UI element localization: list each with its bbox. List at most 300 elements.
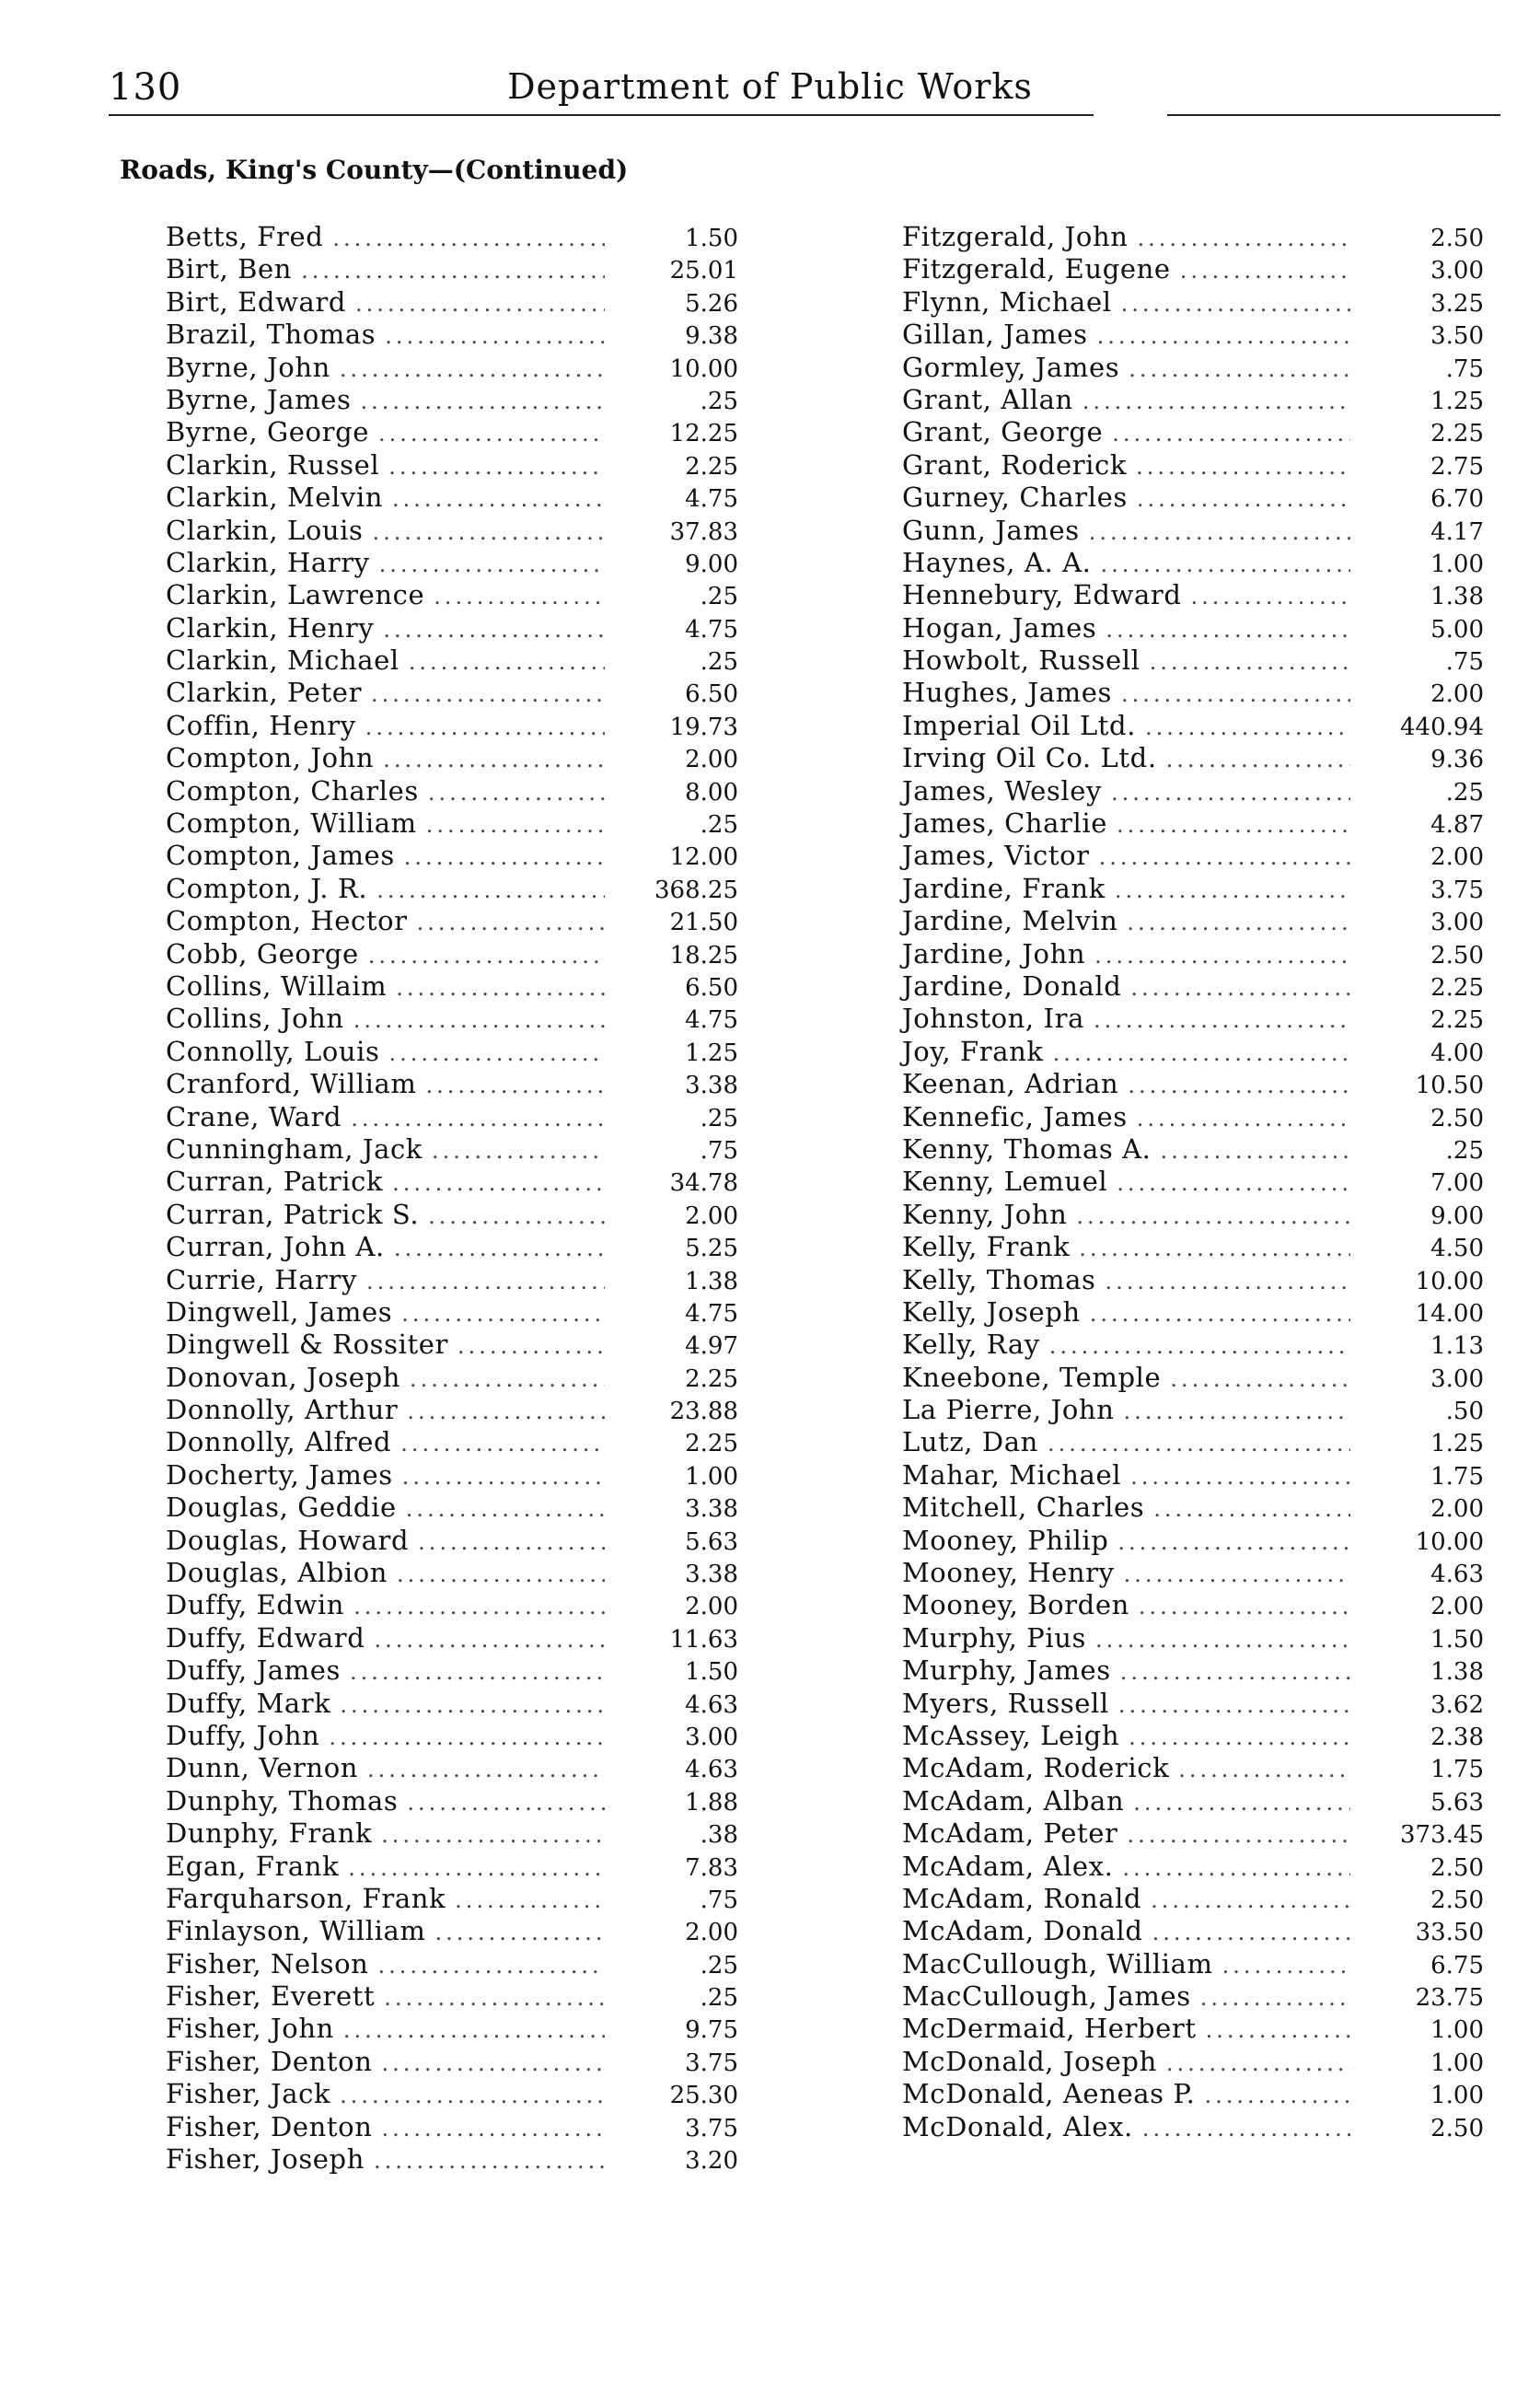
payment-amount: 4.75: [685, 615, 738, 644]
payment-amount: 2.50: [1430, 1104, 1484, 1132]
payment-amount: 23.88: [669, 1398, 738, 1426]
ledger-entry: [166, 938, 738, 970]
payee-name: Jardine, John: [902, 937, 1086, 969]
ledger-entry: [166, 2078, 738, 2110]
dot-leader: [1170, 1366, 1350, 1392]
payee-name: Byrne, George: [166, 416, 370, 448]
payment-amount: .25: [700, 1951, 738, 1979]
payment-amount: 440.94: [1400, 713, 1484, 741]
dot-leader: [407, 1790, 605, 1816]
ledger-entry: [902, 1589, 1484, 1621]
ledger-entry: [166, 1948, 738, 1980]
ledger-entry: [902, 2046, 1484, 2078]
dot-leader: [385, 323, 605, 349]
payee-name: Clarkin, Lawrence: [166, 579, 425, 611]
payment-amount: 9.00: [1430, 1202, 1484, 1230]
payment-amount: 25.01: [669, 257, 738, 285]
payment-amount: 9.36: [1430, 746, 1484, 774]
payee-name: James, Victor: [902, 840, 1090, 872]
dot-leader: [1106, 1269, 1350, 1294]
payee-name: Fisher, Denton: [166, 2110, 373, 2142]
payee-name: Compton, James: [166, 840, 395, 872]
payment-amount: 2.00: [1430, 1495, 1484, 1524]
dot-leader: [332, 226, 605, 251]
dot-leader: [376, 877, 605, 903]
dot-leader: [368, 943, 605, 969]
dot-leader: [434, 1920, 605, 1945]
ledger-entry: [902, 677, 1484, 709]
payee-name: McDonald, Alex.: [902, 2110, 1133, 2142]
payee-name: Murphy, James: [902, 1654, 1111, 1687]
dot-leader: [301, 258, 605, 284]
dot-leader: [425, 1073, 605, 1098]
left-column: [166, 221, 738, 2176]
payee-name: Kenny, John: [902, 1198, 1068, 1230]
payee-name: McDonald, Aeneas P.: [902, 2078, 1196, 2110]
payment-amount: 2.50: [1430, 1886, 1484, 1914]
dot-leader: [455, 1887, 605, 1913]
ledger-entry: [166, 1133, 738, 1166]
payment-amount: 33.50: [1415, 1919, 1484, 1947]
ledger-entry: [166, 2046, 738, 2078]
ledger-entry: [902, 1851, 1484, 1883]
dot-leader: [374, 1627, 605, 1653]
payment-amount: .25: [700, 1104, 738, 1132]
ledger-entry: [902, 742, 1484, 774]
dot-leader: [394, 1236, 605, 1261]
payment-amount: 10.00: [669, 354, 738, 383]
payment-amount: 3.62: [1430, 1690, 1484, 1719]
dot-leader: [1049, 1333, 1350, 1359]
payee-name: Jardine, Melvin: [902, 905, 1118, 937]
dot-leader: [1122, 1855, 1350, 1881]
ledger-entry: [166, 1752, 738, 1784]
ledger-entry: [166, 416, 738, 448]
payment-amount: 368.25: [654, 876, 738, 904]
dot-leader: [329, 1724, 605, 1750]
payee-name: Kennefic, James: [902, 1100, 1128, 1132]
payee-name: McAdam, Ronald: [902, 1882, 1142, 1914]
page-number: 130: [109, 66, 182, 109]
ledger-entry: [166, 742, 738, 774]
ledger-entry: [166, 384, 738, 416]
payee-name: James, Charlie: [902, 807, 1108, 840]
dot-leader: [1133, 1790, 1350, 1816]
header-rule-right: [1167, 114, 1500, 116]
payee-name: Clarkin, Louis: [166, 514, 364, 546]
payment-amount: 1.88: [685, 1788, 738, 1817]
payee-name: Docherty, James: [166, 1458, 393, 1491]
payee-name: Grant, Roderick: [902, 448, 1128, 481]
payment-amount: .75: [700, 1136, 738, 1165]
dot-leader: [366, 1269, 605, 1294]
payment-amount: 2.00: [685, 1593, 738, 1621]
payee-name: Byrne, John: [166, 351, 330, 383]
payment-amount: 14.00: [1415, 1299, 1484, 1328]
dot-leader: [404, 844, 605, 870]
payee-name: Curran, Patrick: [166, 1166, 384, 1198]
payment-amount: 3.38: [685, 1495, 738, 1524]
dot-leader: [1138, 226, 1350, 251]
payee-name: Mooney, Henry: [902, 1557, 1115, 1589]
payment-amount: 1.38: [1430, 1658, 1484, 1687]
ledger-entry: [902, 1426, 1484, 1458]
payment-amount: .38: [700, 1821, 738, 1850]
dot-leader: [374, 2148, 605, 2174]
dot-leader: [406, 1496, 605, 1522]
dot-leader: [1121, 681, 1350, 707]
dot-leader: [382, 2050, 605, 2076]
payment-amount: 3.00: [1430, 1364, 1484, 1393]
payment-amount: 2.50: [1430, 225, 1484, 252]
payment-amount: 12.00: [669, 843, 738, 872]
payee-name: Hennebury, Edward: [902, 579, 1182, 611]
payment-amount: .25: [1445, 778, 1484, 807]
payment-amount: 5.00: [1430, 615, 1484, 644]
dot-leader: [1151, 1887, 1350, 1913]
ledger-entry: [166, 319, 738, 351]
payee-name: Gunn, James: [902, 514, 1080, 546]
payee-name: Mahar, Michael: [902, 1458, 1122, 1491]
ledger-entry: [902, 2013, 1484, 2045]
payee-name: Betts, Fred: [166, 221, 324, 252]
payment-amount: 10.00: [1415, 1527, 1484, 1556]
ledger-entry: [902, 612, 1484, 644]
dot-leader: [407, 1399, 605, 1424]
payment-amount: 4.97: [685, 1332, 738, 1361]
dot-leader: [381, 1822, 605, 1848]
payment-amount: 3.38: [685, 1072, 738, 1100]
ledger-entry: [166, 1785, 738, 1817]
payment-amount: 34.78: [669, 1169, 738, 1198]
dot-leader: [389, 1040, 605, 1066]
payment-amount: 7.00: [1430, 1169, 1484, 1198]
dot-leader: [1222, 1953, 1350, 1979]
payee-name: Grant, Allan: [902, 383, 1073, 415]
ledger-entry: [902, 1036, 1484, 1068]
ledger-entry: [902, 352, 1484, 384]
payee-name: Hughes, James: [902, 677, 1112, 709]
right-column: [902, 221, 1484, 2143]
payee-name: Douglas, Albion: [166, 1557, 388, 1589]
ledger-entry: [166, 1817, 738, 1850]
ledger-entry: [166, 1036, 738, 1068]
dot-leader: [1200, 1985, 1350, 2011]
dot-leader: [409, 649, 605, 675]
dot-leader: [1083, 389, 1350, 414]
payee-name: Brazil, Thomas: [166, 319, 376, 351]
payment-amount: 7.83: [685, 1853, 738, 1882]
payment-amount: 1.75: [1430, 1756, 1484, 1784]
ledger-entry: [902, 1296, 1484, 1329]
dot-leader: [402, 1464, 605, 1490]
payee-name: Flynn, Michael: [902, 285, 1112, 318]
ledger-entry: [902, 1068, 1484, 1100]
ledger-entry: [902, 938, 1484, 970]
payee-name: Lutz, Dan: [902, 1426, 1038, 1458]
payment-amount: 2.00: [1430, 843, 1484, 872]
payee-name: Kelly, Frank: [902, 1231, 1071, 1263]
dot-leader: [426, 812, 605, 838]
ledger-entry: [902, 1101, 1484, 1133]
dot-leader: [1094, 943, 1350, 969]
dot-leader: [343, 2017, 605, 2043]
payment-amount: 1.50: [685, 225, 738, 252]
section-title: Roads, King's County—(Continued): [120, 155, 629, 185]
payment-amount: 2.00: [685, 1202, 738, 1230]
ledger-entry: [902, 1557, 1484, 1589]
payment-amount: 2.25: [1430, 420, 1484, 448]
payee-name: Coffin, Henry: [166, 709, 356, 741]
payee-name: Irving Oil Co. Ltd.: [902, 742, 1157, 774]
payee-name: Compton, John: [166, 742, 375, 774]
dot-leader: [428, 780, 605, 806]
payee-name: Kneebone, Temple: [902, 1361, 1162, 1393]
dot-leader: [1089, 519, 1350, 545]
payee-name: Donovan, Joseph: [166, 1361, 401, 1393]
dot-leader: [365, 714, 605, 740]
payment-amount: 3.38: [685, 1561, 738, 1589]
payment-amount: 2.25: [685, 1364, 738, 1393]
payee-name: Cunningham, Jack: [166, 1132, 423, 1165]
payee-name: Fisher, Nelson: [166, 1947, 369, 1979]
payee-name: Kenny, Thomas A.: [902, 1132, 1152, 1165]
dot-leader: [367, 1757, 605, 1782]
payment-amount: 2.50: [1430, 941, 1484, 969]
payee-name: James, Wesley: [902, 774, 1103, 807]
payment-amount: 1.38: [685, 1267, 738, 1295]
dot-leader: [432, 1138, 605, 1164]
payment-amount: 3.00: [1430, 909, 1484, 937]
payee-name: Dunphy, Thomas: [166, 1784, 399, 1817]
ledger-entry: [166, 1589, 738, 1621]
payment-amount: 19.73: [669, 713, 738, 741]
payment-amount: .25: [700, 648, 738, 677]
dot-leader: [1094, 1007, 1350, 1033]
payment-amount: 3.75: [685, 2114, 738, 2142]
running-title: Department of Public Works: [507, 66, 1033, 107]
ledger-entry: [166, 1101, 738, 1133]
payment-amount: 10.50: [1415, 1072, 1484, 1100]
dot-leader: [1120, 1659, 1350, 1685]
payment-amount: 2.50: [1430, 2114, 1484, 2142]
dot-leader: [1145, 714, 1350, 740]
payee-name: Mooney, Philip: [902, 1524, 1109, 1556]
dot-leader: [350, 1659, 605, 1685]
dot-leader: [1166, 2050, 1350, 2076]
payment-amount: 4.87: [1430, 811, 1484, 840]
payment-amount: 9.00: [685, 550, 738, 578]
payment-amount: 5.63: [685, 1527, 738, 1556]
dot-leader: [373, 519, 605, 545]
payment-amount: 9.75: [685, 2016, 738, 2045]
dot-leader: [1079, 1236, 1350, 1261]
ledger-entry: [902, 1980, 1484, 2013]
ledger-entry: [902, 840, 1484, 872]
payee-name: Cobb, George: [166, 937, 359, 969]
dot-leader: [1112, 421, 1350, 447]
dot-leader: [400, 1431, 605, 1457]
ledger-entry: [902, 970, 1484, 1003]
ledger-entry: [902, 1688, 1484, 1720]
dot-leader: [1178, 1757, 1350, 1782]
ledger-entry: [166, 579, 738, 611]
payee-name: Duffy, Mark: [166, 1687, 331, 1719]
payee-name: Collins, John: [166, 1003, 344, 1035]
ledger-entry: [902, 253, 1484, 285]
ledger-entry: [902, 449, 1484, 482]
payment-amount: .25: [700, 1984, 738, 2013]
payee-name: McAdam, Alban: [902, 1784, 1125, 1817]
dot-leader: [417, 910, 605, 935]
dot-leader: [401, 1301, 605, 1327]
ledger-entry: [166, 644, 738, 677]
ledger-entry: [166, 970, 738, 1003]
payee-name: Mooney, Borden: [902, 1589, 1129, 1621]
payee-name: Gurney, Charles: [902, 482, 1128, 514]
ledger-entry: [166, 2143, 738, 2176]
payment-amount: 3.00: [685, 1723, 738, 1751]
ledger-entry: [166, 873, 738, 905]
payee-name: Johnston, Ira: [902, 1003, 1084, 1035]
payee-name: Murphy, Pius: [902, 1621, 1086, 1654]
payee-name: Gormley, James: [902, 351, 1120, 383]
payment-amount: 10.00: [1415, 1267, 1484, 1295]
payment-amount: 2.00: [685, 1919, 738, 1947]
ledger-entry: [166, 1525, 738, 1557]
ledger-entry: [902, 1654, 1484, 1687]
payment-amount: 6.50: [685, 680, 738, 709]
payee-name: Kenny, Lemuel: [902, 1166, 1108, 1198]
payee-name: Byrne, James: [166, 383, 352, 415]
ledger-entry: [166, 775, 738, 807]
payee-name: McAdam, Peter: [902, 1817, 1118, 1850]
payment-amount: 12.25: [669, 420, 738, 448]
payee-name: Haynes, A. A.: [902, 546, 1092, 578]
ledger-entry: [166, 286, 738, 319]
payment-amount: 1.00: [685, 1462, 738, 1491]
payee-name: Fisher, Everett: [166, 1980, 376, 2013]
payment-amount: .50: [1445, 1398, 1484, 1426]
ledger-entry: [902, 1817, 1484, 1850]
payment-amount: 4.63: [1430, 1561, 1484, 1589]
dot-leader: [1090, 1301, 1350, 1327]
payee-name: Fitzgerald, Eugene: [902, 253, 1171, 285]
payment-amount: 373.45: [1400, 1821, 1484, 1850]
dot-leader: [384, 1985, 605, 2011]
ledger-entry: [902, 1166, 1484, 1198]
payee-name: Connolly, Louis: [166, 1035, 380, 1067]
dot-leader: [348, 1855, 605, 1881]
payee-name: Duffy, James: [166, 1654, 342, 1687]
ledger-entry: [166, 1068, 738, 1100]
ledger-entry: [166, 547, 738, 579]
payment-amount: 2.38: [1430, 1723, 1484, 1751]
ledger-entry: [166, 1557, 738, 1589]
payee-name: McDonald, Joseph: [902, 2045, 1157, 2077]
dot-leader: [1053, 1040, 1350, 1066]
payee-name: Donnolly, Arthur: [166, 1394, 399, 1426]
ledger-entry: [166, 1851, 738, 1883]
dot-leader: [1115, 877, 1350, 903]
ledger-entry: [902, 1492, 1484, 1524]
dot-leader: [379, 551, 605, 577]
dot-leader: [1100, 551, 1350, 577]
payee-name: Jardine, Frank: [902, 872, 1106, 904]
payee-name: Fisher, Denton: [166, 2045, 373, 2077]
ledger-entry: [166, 1459, 738, 1492]
ledger-entry: [902, 710, 1484, 742]
payment-amount: 1.00: [1430, 2082, 1484, 2110]
dot-leader: [371, 681, 605, 707]
payee-name: Cranford, William: [166, 1068, 417, 1100]
ledger-entry: [166, 515, 738, 547]
ledger-entry: [166, 1622, 738, 1654]
ledger-entry: [902, 286, 1484, 319]
payee-name: Fisher, Joseph: [166, 2143, 365, 2176]
ledger-entry: [166, 1199, 738, 1231]
payee-name: Duffy, Edwin: [166, 1589, 345, 1621]
payee-name: Joy, Frank: [902, 1035, 1044, 1067]
dot-leader: [1204, 2083, 1350, 2108]
dot-leader: [340, 356, 605, 382]
payment-amount: 6.75: [1430, 1951, 1484, 1979]
payee-name: Clarkin, Harry: [166, 546, 370, 578]
ledger-entry: [902, 482, 1484, 514]
payee-name: Keenan, Adrian: [902, 1068, 1119, 1100]
payment-amount: 1.75: [1430, 1462, 1484, 1491]
dot-leader: [1123, 1399, 1350, 1424]
payee-name: Kelly, Thomas: [902, 1263, 1096, 1295]
ledger-entry: [902, 221, 1484, 253]
payment-amount: .75: [1445, 354, 1484, 383]
ledger-entry: [902, 1264, 1484, 1296]
payment-amount: 1.50: [685, 1658, 738, 1687]
payment-amount: 2.50: [1430, 1853, 1484, 1882]
dot-leader: [428, 1203, 605, 1229]
dot-leader: [361, 389, 606, 414]
payee-name: Compton, Charles: [166, 774, 419, 807]
ledger-entry: [902, 1752, 1484, 1784]
dot-leader: [383, 747, 605, 772]
payee-name: Fisher, John: [166, 2013, 334, 2045]
payee-name: Hogan, James: [902, 611, 1097, 644]
payee-name: Clarkin, Michael: [166, 644, 399, 677]
dot-leader: [1161, 1138, 1350, 1164]
payee-name: Birt, Edward: [166, 285, 347, 318]
payee-name: Birt, Ben: [166, 253, 293, 285]
payment-amount: 3.50: [1430, 322, 1484, 351]
dot-leader: [1106, 617, 1350, 643]
payment-amount: 2.25: [685, 452, 738, 481]
payment-amount: 1.25: [685, 1039, 738, 1067]
dot-leader: [410, 1366, 605, 1392]
payment-amount: 18.25: [669, 941, 738, 969]
payee-name: Dunphy, Frank: [166, 1817, 373, 1850]
dot-leader: [1117, 812, 1350, 838]
dot-leader: [1166, 747, 1350, 772]
payee-name: McAssey, Leigh: [902, 1719, 1120, 1751]
dot-leader: [1048, 1431, 1350, 1457]
dot-leader: [392, 1170, 605, 1196]
ledger-entry: [902, 1329, 1484, 1361]
dot-leader: [1097, 323, 1350, 349]
ledger-entry: [166, 1394, 738, 1426]
ledger-entry: [902, 1394, 1484, 1426]
ledger-entry: [166, 840, 738, 872]
dot-leader: [1111, 780, 1350, 806]
ledger-entry: [166, 1426, 738, 1458]
